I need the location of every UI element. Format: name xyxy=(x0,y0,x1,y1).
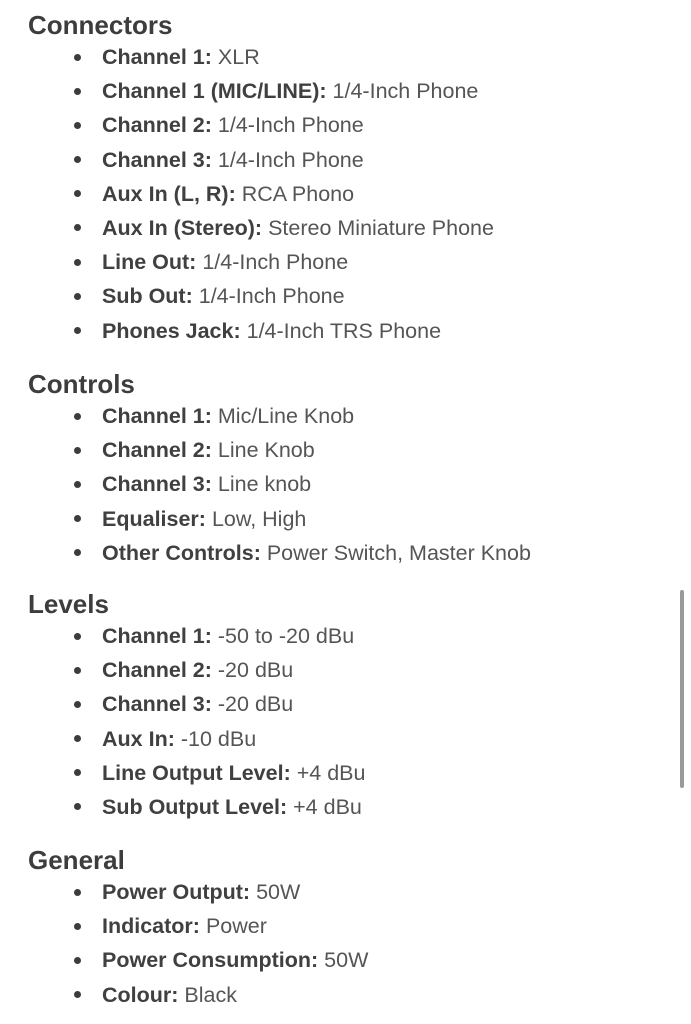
spec-value: -50 to -20 dBu xyxy=(217,624,355,648)
spec-label: Channel 1: xyxy=(102,45,212,69)
spec-value: Mic/Line Knob xyxy=(217,404,355,428)
spec-value: Power Switch, Master Knob xyxy=(266,540,531,565)
vertical-scrollbar[interactable] xyxy=(680,590,684,788)
bullet-icon xyxy=(74,293,81,300)
spec-label: Channel 1: xyxy=(102,404,212,428)
spec-value: Low, High xyxy=(211,506,307,531)
spec-value: 50W xyxy=(256,880,301,904)
bullet-icon xyxy=(74,549,81,556)
bullet-icon xyxy=(74,515,81,522)
bullet-icon xyxy=(74,413,81,420)
bullet-icon xyxy=(74,54,81,61)
spec-value: 50W xyxy=(324,948,369,973)
spec-label: Channel 2: xyxy=(102,113,212,138)
spec-label: Indicator: xyxy=(102,914,200,939)
spec-value: Black xyxy=(184,982,237,1007)
bullet-icon xyxy=(74,667,81,674)
bullet-icon xyxy=(74,701,81,708)
bullet-icon xyxy=(74,481,81,488)
section-heading: Connectors xyxy=(28,10,173,40)
spec-label: Line Out: xyxy=(102,250,197,275)
spec-label: Channel 2: xyxy=(102,438,212,463)
spec-value: 1/4-Inch Phone xyxy=(202,250,349,275)
bullet-icon xyxy=(74,957,81,964)
spec-label: Channel 3: xyxy=(102,147,212,172)
bullet-icon xyxy=(74,803,81,810)
spec-value: -20 dBu xyxy=(217,658,294,683)
spec-label: Phones Jack: xyxy=(102,318,241,343)
spec-value: -20 dBu xyxy=(217,692,294,717)
spec-label: Equaliser: xyxy=(102,506,206,531)
spec-value: Line Knob xyxy=(217,438,315,463)
spec-label: Power Output: xyxy=(102,880,251,904)
spec-value: 1/4-Inch Phone xyxy=(332,79,479,104)
spec-label: Sub Output Level: xyxy=(102,794,288,819)
spec-value: -10 dBu xyxy=(180,726,257,751)
spec-value: Stereo Miniature Phone xyxy=(268,215,494,240)
bullet-icon xyxy=(74,156,81,163)
spec-label: Aux In (Stereo): xyxy=(102,215,263,240)
spec-label: Colour: xyxy=(102,982,179,1007)
spec-label: Channel 3: xyxy=(102,472,212,497)
spec-label: Aux In: xyxy=(102,726,175,751)
spec-value: 1/4-Inch Phone xyxy=(217,113,364,138)
spec-value: 1/4-Inch Phone xyxy=(198,284,345,309)
bullet-icon xyxy=(74,735,81,742)
bullet-icon xyxy=(74,769,81,776)
bullet-icon xyxy=(74,923,81,930)
spec-label: Sub Out: xyxy=(102,284,193,309)
spec-label: Power Consumption: xyxy=(102,948,319,973)
spec-value: 1/4-Inch TRS Phone xyxy=(246,318,442,343)
spec-value: 1/4-Inch Phone xyxy=(217,147,364,172)
spec-label: Line Output Level: xyxy=(102,760,291,785)
spec-label: Channel 1: xyxy=(102,624,212,648)
spec-label: Channel 1 (MIC/LINE): xyxy=(102,79,327,104)
bullet-icon xyxy=(74,190,81,197)
section-heading: Levels xyxy=(28,589,109,619)
bullet-icon xyxy=(74,88,81,95)
bullet-icon xyxy=(74,889,81,896)
spec-value: RCA Phono xyxy=(241,181,355,206)
spec-label: Aux In (L, R): xyxy=(102,181,236,206)
spec-label: Other Controls: xyxy=(102,540,261,565)
bullet-icon xyxy=(74,991,81,998)
bullet-icon xyxy=(74,633,81,640)
bullet-icon xyxy=(74,224,81,231)
spec-value: Power xyxy=(205,914,267,939)
bullet-icon xyxy=(74,447,81,454)
spec-value: Line knob xyxy=(217,472,312,497)
spec-label: Channel 2: xyxy=(102,658,212,683)
spec-value: +4 dBu xyxy=(293,794,362,819)
bullet-icon xyxy=(74,327,81,334)
spec-value: XLR xyxy=(217,45,260,69)
bullet-icon xyxy=(74,122,81,129)
bullet-icon xyxy=(74,259,81,266)
spec-value: +4 dBu xyxy=(296,760,366,785)
spec-label: Channel 3: xyxy=(102,692,212,717)
section-heading: General xyxy=(28,845,125,875)
section-heading: Controls xyxy=(28,369,135,399)
